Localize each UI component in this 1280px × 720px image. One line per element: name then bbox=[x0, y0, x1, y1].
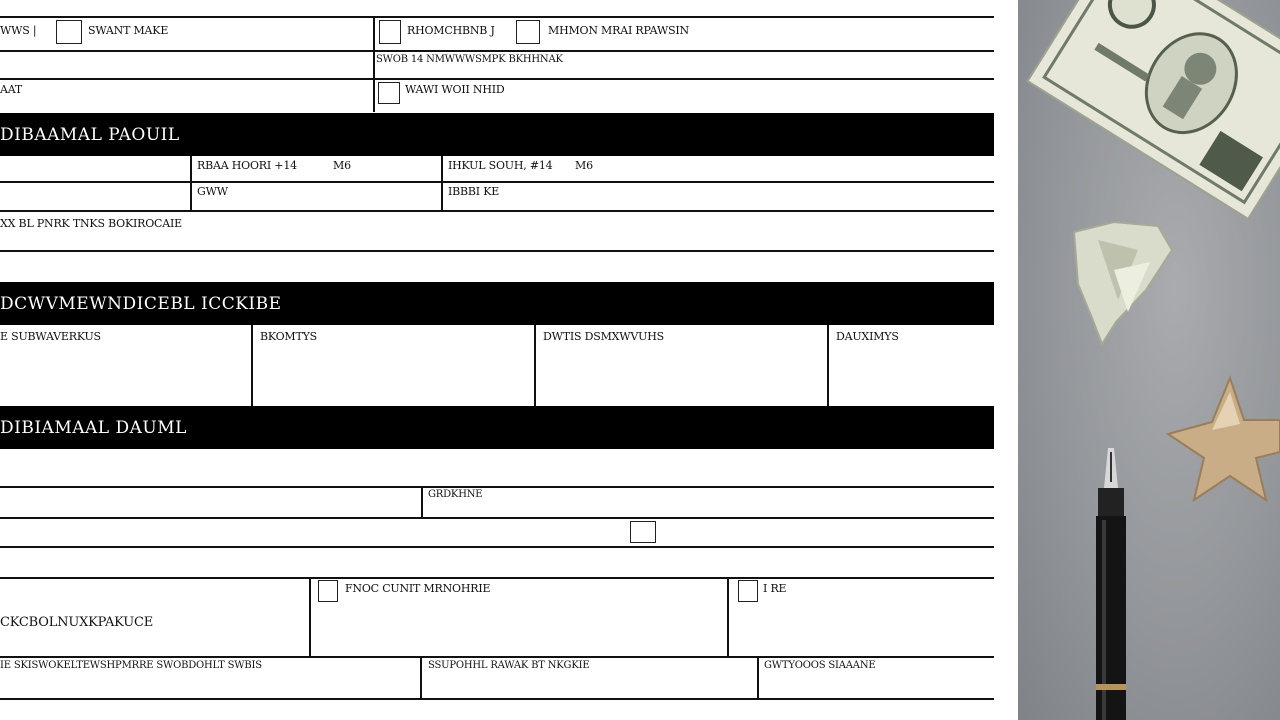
field-label: SWANT MAKE bbox=[88, 24, 169, 37]
field-label: I RE bbox=[763, 582, 787, 595]
divider bbox=[827, 325, 829, 406]
divider bbox=[420, 656, 422, 699]
rule bbox=[0, 546, 994, 548]
desk-photo bbox=[1018, 0, 1280, 720]
column-label: BKOMTYS bbox=[260, 330, 318, 343]
field-unit: M6 bbox=[333, 159, 351, 172]
field-label: XX BL PNRK TNKS BOKIROCAIE bbox=[0, 217, 182, 230]
checkbox[interactable] bbox=[516, 20, 540, 44]
divider bbox=[757, 656, 759, 699]
field-label: AAT bbox=[0, 83, 23, 96]
checkbox[interactable] bbox=[379, 20, 401, 44]
field-label: GRDKHNE bbox=[428, 489, 483, 500]
checkbox[interactable] bbox=[378, 82, 400, 104]
field-label: SSUPOHHL RAWAK BT NKGKIE bbox=[428, 660, 590, 671]
field-label: WAWI WOII NHID bbox=[405, 83, 505, 96]
rule bbox=[0, 16, 994, 18]
divider bbox=[373, 16, 375, 112]
divider bbox=[251, 325, 253, 406]
rule bbox=[0, 656, 994, 658]
divider bbox=[309, 577, 311, 657]
field-label: IHKUL SOUH, #14 bbox=[448, 159, 553, 172]
crumpled-paper-icon bbox=[1074, 222, 1172, 344]
checkbox[interactable] bbox=[630, 521, 656, 543]
checkbox[interactable] bbox=[318, 580, 338, 602]
rule bbox=[0, 181, 994, 183]
rule bbox=[0, 78, 994, 80]
field-label: IBBBI KE bbox=[448, 185, 500, 198]
field-label: MHMON MRAI RPAWSIN bbox=[548, 24, 689, 37]
column-label: DWTIS DSMXWVUHS bbox=[543, 330, 664, 343]
checkbox[interactable] bbox=[738, 580, 758, 602]
divider bbox=[421, 486, 423, 518]
field-label: CKCBOLNUXKPAKUCE bbox=[0, 615, 154, 630]
rule bbox=[0, 210, 994, 212]
field-label: SWOB 14 NMWWWSMPK BKHHNAK bbox=[376, 54, 563, 65]
banknote-icon bbox=[1028, 0, 1280, 219]
fountain-pen-icon bbox=[1096, 448, 1126, 720]
section-title: DIBIAMAAL DAUML bbox=[0, 406, 994, 449]
field-label: RHOMCHBNB J bbox=[407, 24, 495, 37]
field-label: GWW bbox=[197, 185, 228, 198]
checkbox[interactable] bbox=[56, 20, 82, 44]
field-label: GWTYOOOS SIAAANE bbox=[764, 660, 876, 671]
divider bbox=[534, 325, 536, 406]
field-label: FNOC CUNIT MRNOHRIE bbox=[345, 582, 491, 595]
divider bbox=[441, 156, 443, 211]
section-title: DIBAAMAL PAOUIL bbox=[0, 113, 994, 156]
column-label: DAUXIMYS bbox=[836, 330, 899, 343]
rule bbox=[0, 486, 994, 488]
field-unit: M6 bbox=[575, 159, 593, 172]
rule bbox=[0, 517, 994, 519]
desk-illustration bbox=[1018, 0, 1280, 720]
rule bbox=[0, 50, 994, 52]
rule bbox=[0, 577, 994, 579]
section-title: DCWVMEWNDICEBL ICCKIBE bbox=[0, 282, 994, 325]
star-ornament-icon bbox=[1168, 378, 1280, 500]
rule bbox=[0, 250, 994, 252]
rule bbox=[0, 698, 994, 700]
field-label: IE SKISWOKELTEWSHPMRRE SWOBDOHLT SWBIS bbox=[0, 660, 262, 671]
field-label: RBAA HOORI +14 bbox=[197, 159, 297, 172]
field-label: WWS | bbox=[0, 24, 37, 37]
divider bbox=[727, 577, 729, 657]
divider bbox=[190, 156, 192, 211]
column-label: E SUBWAVERKUS bbox=[0, 330, 101, 343]
